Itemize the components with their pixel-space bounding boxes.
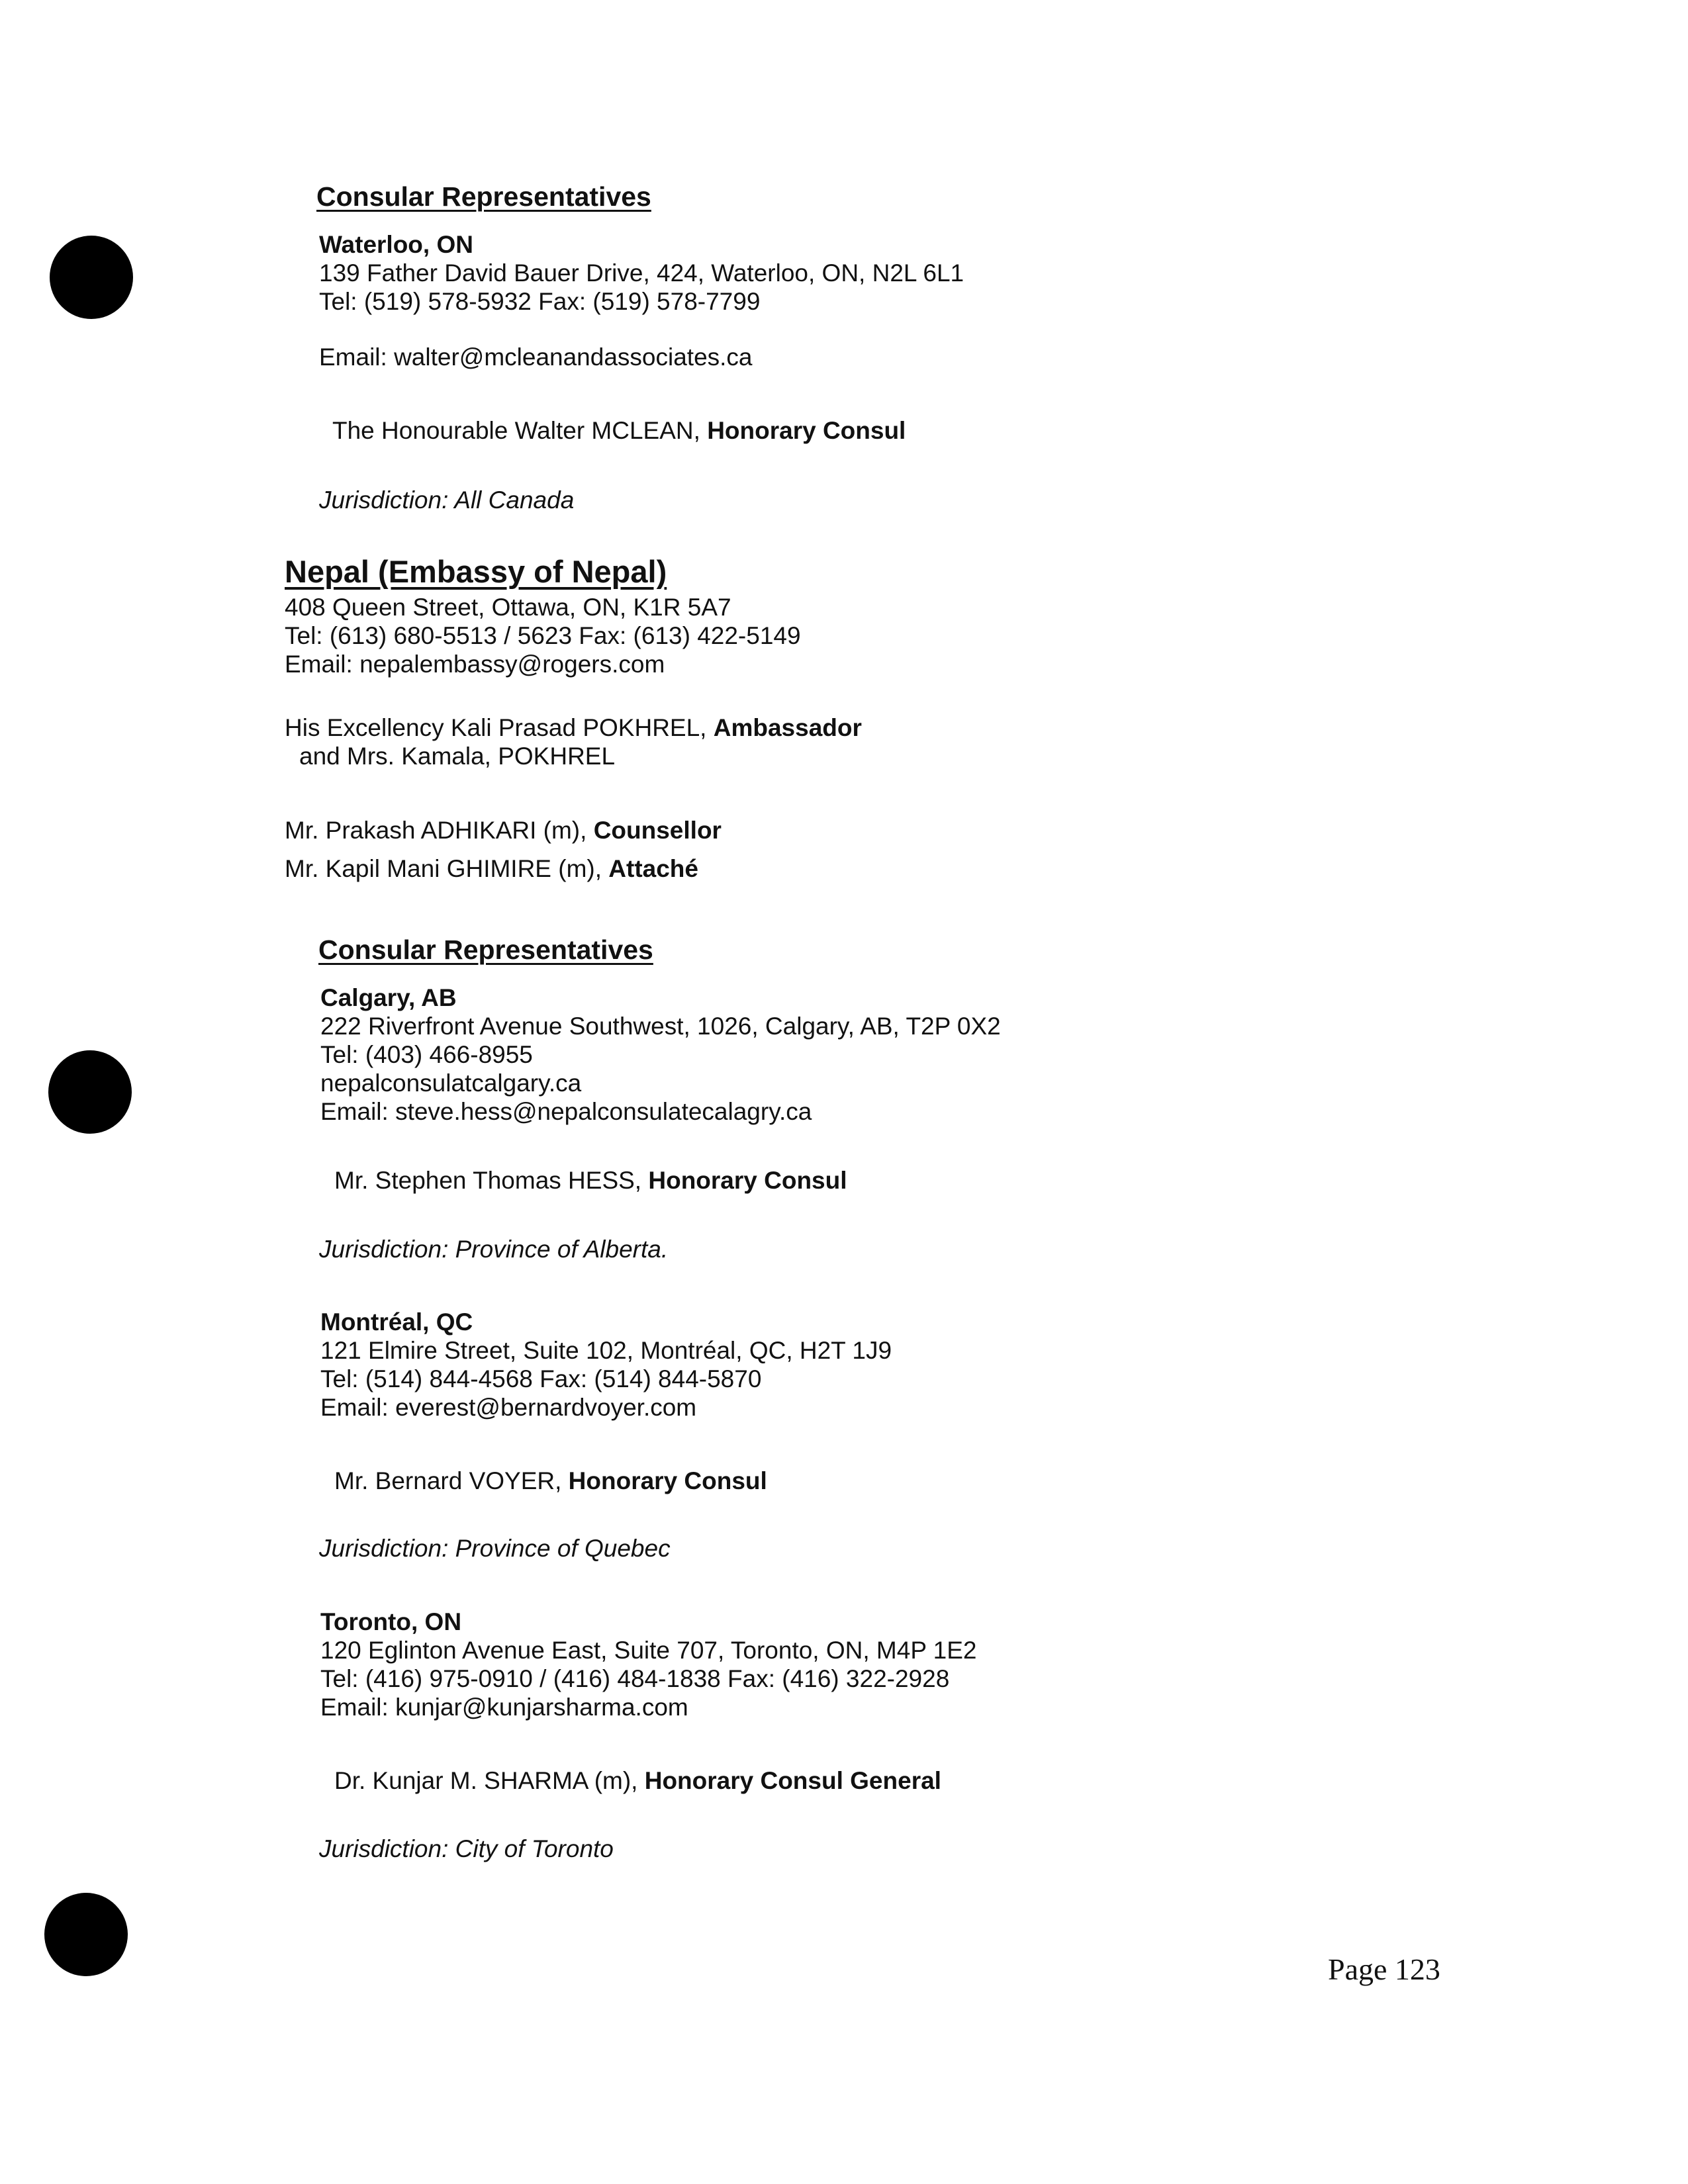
staff-line-counsellor: [285, 816, 722, 844]
address-line: 120 Eglinton Avenue East, Suite 707, Toronto, ON, M4P 1E2: [320, 1637, 977, 1664]
staff-name: Mr. Prakash ADHIKARI (m),: [285, 817, 594, 844]
embassy-email: Email: nepalembassy@rogers.com: [285, 651, 665, 678]
email-line: Email: kunjar@kunjarsharma.com: [320, 1694, 688, 1721]
staff-title: Attaché: [608, 855, 698, 882]
representative-name: Mr. Bernard VOYER,: [334, 1467, 569, 1494]
jurisdiction-calgary: Jurisdiction: Province of Alberta.: [319, 1236, 669, 1263]
ambassador-spouse: and Mrs. Kamala, POKHREL: [299, 743, 616, 770]
address-line: 222 Riverfront Avenue Southwest, 1026, Calgary, AB, T2P 0X2: [320, 1013, 1001, 1040]
representative-line-montreal: [334, 1467, 767, 1495]
city-heading-montreal: Montréal, QC: [320, 1308, 473, 1336]
tel-fax-line: Tel: (514) 844-4568 Fax: (514) 844-5870: [320, 1365, 762, 1392]
tel-fax-line: Tel: (416) 975-0910 / (416) 484-1838 Fax: (416) 322-2928: [320, 1665, 950, 1692]
page-number: Page 123: [1328, 1952, 1440, 1986]
address-line: 121 Elmire Street, Suite 102, Montréal, QC, H2T 1J9: [320, 1337, 892, 1364]
embassy-address: 408 Queen Street, Ottawa, ON, K1R 5A7: [285, 594, 731, 621]
calgary-block: [320, 983, 1001, 1126]
tel-fax-line: Tel: (519) 578-5932 Fax: (519) 578-7799: [319, 288, 761, 315]
section-heading-consular: Consular Representatives: [318, 934, 653, 965]
punch-hole-middle: [48, 1050, 132, 1134]
embassy-heading: Nepal (Embassy of Nepal): [285, 554, 667, 589]
website-line: nepalconsulatcalgary.ca: [320, 1069, 582, 1097]
email-line-waterloo: Email: walter@mcleanandassociates.ca: [319, 343, 753, 371]
jurisdiction-waterloo: Jurisdiction: All Canada: [319, 486, 575, 514]
staff-name: Mr. Kapil Mani GHIMIRE (m),: [285, 855, 609, 882]
jurisdiction-toronto: Jurisdiction: City of Toronto: [319, 1835, 614, 1862]
city-heading-waterloo: Waterloo, ON: [319, 231, 473, 258]
embassy-tel-fax: Tel: (613) 680-5513 / 5623 Fax: (613) 422-5149: [285, 622, 801, 649]
representative-title: Honorary Consul: [707, 417, 906, 444]
representative-name: The Honourable Walter MCLEAN,: [332, 417, 708, 444]
representative-line-toronto: [334, 1766, 941, 1795]
staff-title: Counsellor: [593, 817, 722, 844]
ambassador-name: His Excellency Kali Prasad POKHREL,: [285, 714, 714, 741]
embassy-contact-block: [285, 593, 801, 678]
city-heading-calgary: Calgary, AB: [320, 984, 457, 1011]
waterloo-block: [319, 230, 964, 316]
representative-name: Mr. Stephen Thomas HESS,: [334, 1167, 649, 1194]
representative-title: Honorary Consul General: [644, 1767, 941, 1794]
representative-title: Honorary Consul: [648, 1167, 847, 1194]
tel-line: Tel: (403) 466-8955: [320, 1041, 533, 1068]
ambassador-line: [285, 713, 862, 742]
section-heading-consular-waterloo: Consular Representatives: [316, 181, 651, 212]
email-line: Email: everest@bernardvoyer.com: [320, 1394, 697, 1421]
representative-title: Honorary Consul: [568, 1467, 767, 1494]
address-line: 139 Father David Bauer Drive, 424, Waterloo, ON, N2L 6L1: [319, 259, 964, 287]
representative-name: Dr. Kunjar M. SHARMA (m),: [334, 1767, 645, 1794]
toronto-block: [320, 1608, 976, 1721]
representative-line-calgary: [334, 1166, 847, 1195]
montreal-block: [320, 1308, 892, 1422]
jurisdiction-montreal: Jurisdiction: Province of Quebec: [319, 1535, 671, 1562]
city-heading-toronto: Toronto, ON: [320, 1608, 462, 1635]
email-line: Email: steve.hess@nepalconsulatecalagry.ca: [320, 1098, 812, 1125]
representative-line-waterloo: [332, 416, 906, 445]
staff-line-attache: [285, 854, 698, 883]
punch-hole-top: [50, 236, 133, 319]
punch-hole-bottom: [44, 1893, 128, 1976]
ambassador-title: Ambassador: [713, 714, 862, 741]
